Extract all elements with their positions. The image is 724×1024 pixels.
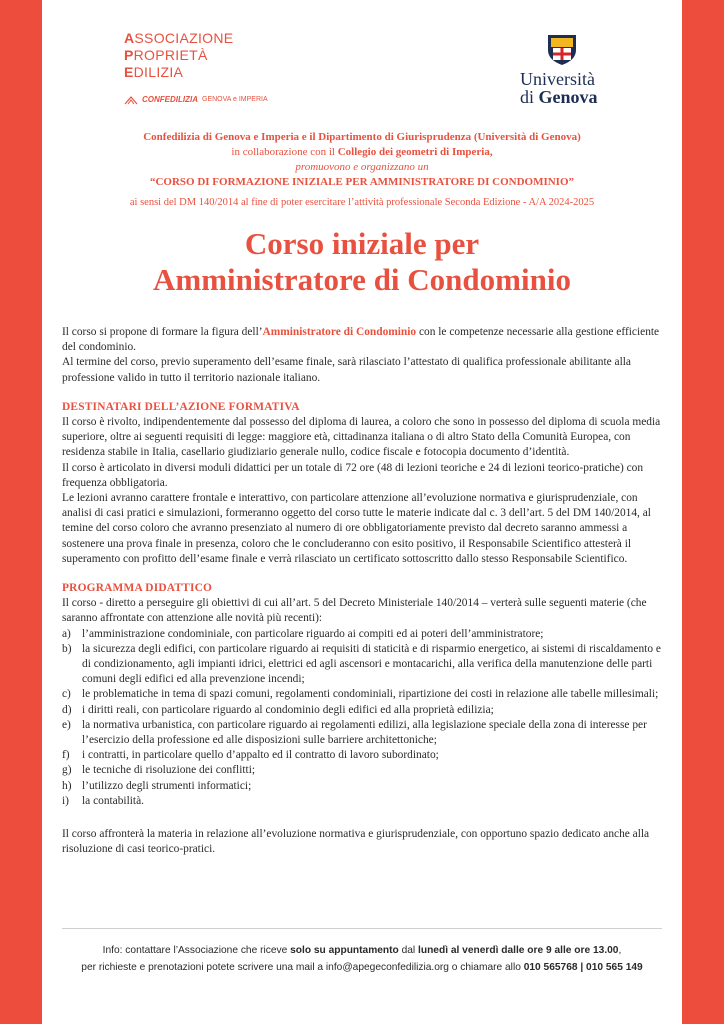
p1-before: Il corso si propone di formare la figura dell’ [62, 326, 263, 338]
intro-line-2 [60, 145, 664, 160]
program-item-text: l’amministrazione condominiale, con particolare riguardo ai compiti ed ai poteri dell’amministratore; [82, 627, 544, 640]
footer-l1-a: Info: contattare l’Associazione che riceve [102, 945, 291, 956]
title-line-2: Amministratore di Condominio [153, 262, 571, 297]
footer-line-1 [52, 942, 672, 959]
association-line-3-rest: DILIZIA [133, 64, 184, 80]
footer-l1-d: lunedì al venerdì dalle ore 9 alle ore 13.00 [418, 945, 619, 956]
university-crest-icon [544, 32, 580, 66]
paragraph-lessons: Le lezioni avranno carattere frontale e interattivo, con particolare attenzione all’evoluzione normativa e giurisprudenziale, con analisi di casi pratici e simulazioni, formeranno oggetto del corso tutte le materie indicate dal c. 3 dell’art. 5 del DM 140/2014, al temine del corso coloro che avranno presenziato al numero di ore obbligatoriamente previsto dal decreto saranno ammessi a sostenere una prova finale in presenza, coloro che le concluderanno con esito positivo, il Responsabile Scientifico attesterà il superamento con profitto dell’esame finale e verrà rilasciato un certificato sottoscritto dallo stesso Responsabile Scientifico. [62, 492, 651, 565]
program-item [62, 794, 662, 809]
section-title-program: PROGRAMMA DIDATTICO [62, 582, 213, 595]
program-item-marker: i) [62, 794, 69, 807]
footer-l2-a: per richieste e prenotazioni potete scrivere una mail a info@apegeconfedilizia.org o chiamare allo [81, 962, 524, 973]
university-name-line1: Università [520, 69, 595, 89]
p1-accent: Amministratore di Condominio [262, 326, 417, 338]
footer-divider [62, 928, 662, 929]
paragraph-certificate: Al termine del corso, previo superamento dell’esame finale, sarà rilasciato l’attestato di qualifica professionale abilitante alla professione valido in tutto il territorio nazionale italiano. [62, 356, 631, 384]
paragraph-intro [62, 325, 662, 355]
footer-info [52, 942, 672, 976]
footer-line-2 [52, 959, 672, 976]
page-title [60, 226, 664, 298]
main-content [62, 325, 662, 858]
left-border-bar [0, 0, 42, 1024]
program-item [62, 763, 662, 778]
program-item-marker: f) [62, 749, 70, 762]
footer-l1-e: , [618, 945, 622, 956]
university-city: Genova [538, 87, 598, 107]
intro-line-3: promuovono e organizzano un [295, 161, 429, 173]
association-line-1-rest: SSOCIAZIONE [134, 30, 234, 46]
confedilizia-logo [124, 91, 268, 108]
intro-line-2-bold: Collegio dei geometri di Imperia, [337, 146, 493, 158]
p1-after: con le competenze necessarie alla gestione efficiente del condominio. [62, 326, 660, 354]
footer-phone-numbers: 010 565768 | 010 565 149 [523, 962, 643, 973]
program-item-text: le tecniche di risoluzione dei conflitti; [82, 764, 256, 777]
association-line-3: EDILIZIA [124, 64, 184, 80]
program-item-marker: b) [62, 642, 72, 655]
paragraph-requirements: Il corso è rivolto, indipendentemente dal possesso del diploma di laurea, a coloro che sono in possesso del diploma di scuola media superiore, oltre ai seguenti requisiti di legge: maggiore età, cittadinanza italiana o di altro Stato della Comunità Europea, con residenza stabile in Italia, casellario giudiziario generale nullo, codice fiscale e fotocopia documento d’identità. [62, 416, 661, 459]
footer-l1-b: solo su appuntamento [290, 945, 399, 956]
program-item-text: le problematiche in tema di spazi comuni, regolamenti condominiali, ripartizione dei costi in relazione alle tabelle millesimali; [82, 688, 659, 701]
program-item-text: i diritti reali, con particolare riguardo al condominio degli edifici ed alla proprietà edilizia; [82, 703, 494, 716]
intro-edition: ai sensi del DM 140/2014 al fine di poter esercitare l’attività professionale Seconda Edizione - A/A 2024-2025 [129, 197, 595, 208]
confedilizia-place: GENOVA e IMPERIA [202, 96, 268, 103]
confedilizia-brand: CONFEDILIZIA [142, 95, 198, 104]
program-item-marker: e) [62, 718, 71, 731]
intro-block [60, 130, 664, 210]
program-item [62, 779, 662, 794]
paragraph-program-intro: Il corso - diretto a perseguire gli obiettivi di cui all’art. 5 del Decreto Ministeriale 140/2014 – verterà sulle seguenti materie (che saranno affrontate con attenzione alle novità più recenti): [62, 597, 647, 625]
university-logo [520, 32, 610, 106]
association-line-2: PROPRIETÀ [124, 47, 208, 63]
program-item-text: la contabilità. [82, 794, 144, 807]
program-item [62, 748, 662, 763]
program-item [62, 703, 662, 718]
program-item [62, 627, 662, 642]
program-item-marker: d) [62, 703, 72, 716]
program-item [62, 642, 662, 688]
program-item-text: l’utilizzo degli strumenti informatici; [82, 779, 252, 792]
program-item-marker: h) [62, 779, 72, 792]
footer-l1-c: dal [398, 945, 419, 956]
title-line-1: Corso iniziale per [244, 226, 480, 261]
program-item-marker: a) [62, 627, 71, 640]
program-item-text: la sicurezza degli edifici, con particolare riguardo ai requisiti di staticità e di risparmio energetico, ai sistemi di riscaldamento e di condizionamento, agli impianti idrici, elettrici ed agli ascensori e montacarichi, alla verifica della manutenzione delle parti comuni degli edifici ed alla prevenzione incendi; [82, 642, 661, 686]
program-item [62, 718, 662, 748]
program-item-text: i contratti, in particolare quello d’appalto ed il contratto di lavoro subordinato; [82, 749, 439, 762]
association-line-2-rest: ROPRIETÀ [133, 47, 208, 63]
program-item-marker: g) [62, 764, 72, 777]
section-title-recipients: DESTINATARI DELL’AZIONE FORMATIVA [62, 400, 300, 413]
intro-line-4: “CORSO DI FORMAZIONE INIZIALE PER AMMINISTRATORE DI CONDOMINIO” [149, 176, 575, 188]
program-item-text: la normativa urbanistica, con particolare riguardo ai regolamenti edilizi, alla legislazione speciale della zona di interesse per l’esercizio della professione ed alle disposizioni sulle barriere architettoniche; [82, 718, 647, 747]
association-logo [124, 30, 268, 108]
intro-line-2-prefix: in collaborazione con il [231, 146, 338, 158]
program-item-marker: c) [62, 688, 71, 701]
paragraph-hours: Il corso è articolato in diversi moduli didattici per un totale di 72 ore (48 di lezioni teoriche e 24 di lezioni teorico-pratiche) con frequenza obbligatoria. [62, 461, 644, 489]
university-name-line2 [520, 88, 610, 106]
paragraph-closing: Il corso affronterà la materia in relazione all’evoluzione normativa e giurisprudenziale, con opportuno spazio dedicato anche alla risoluzione di casi teorico-pratici. [62, 828, 650, 856]
university-prefix: di [520, 87, 539, 107]
program-list [62, 627, 662, 809]
intro-line-1: Confedilizia di Genova e Imperia e il Dipartimento di Giurisprudenza (Università di Genova) [143, 131, 581, 143]
right-border-bar [682, 0, 724, 1024]
association-line-1: ASSOCIAZIONE [124, 30, 234, 46]
program-item [62, 687, 662, 702]
house-icon [124, 95, 138, 105]
